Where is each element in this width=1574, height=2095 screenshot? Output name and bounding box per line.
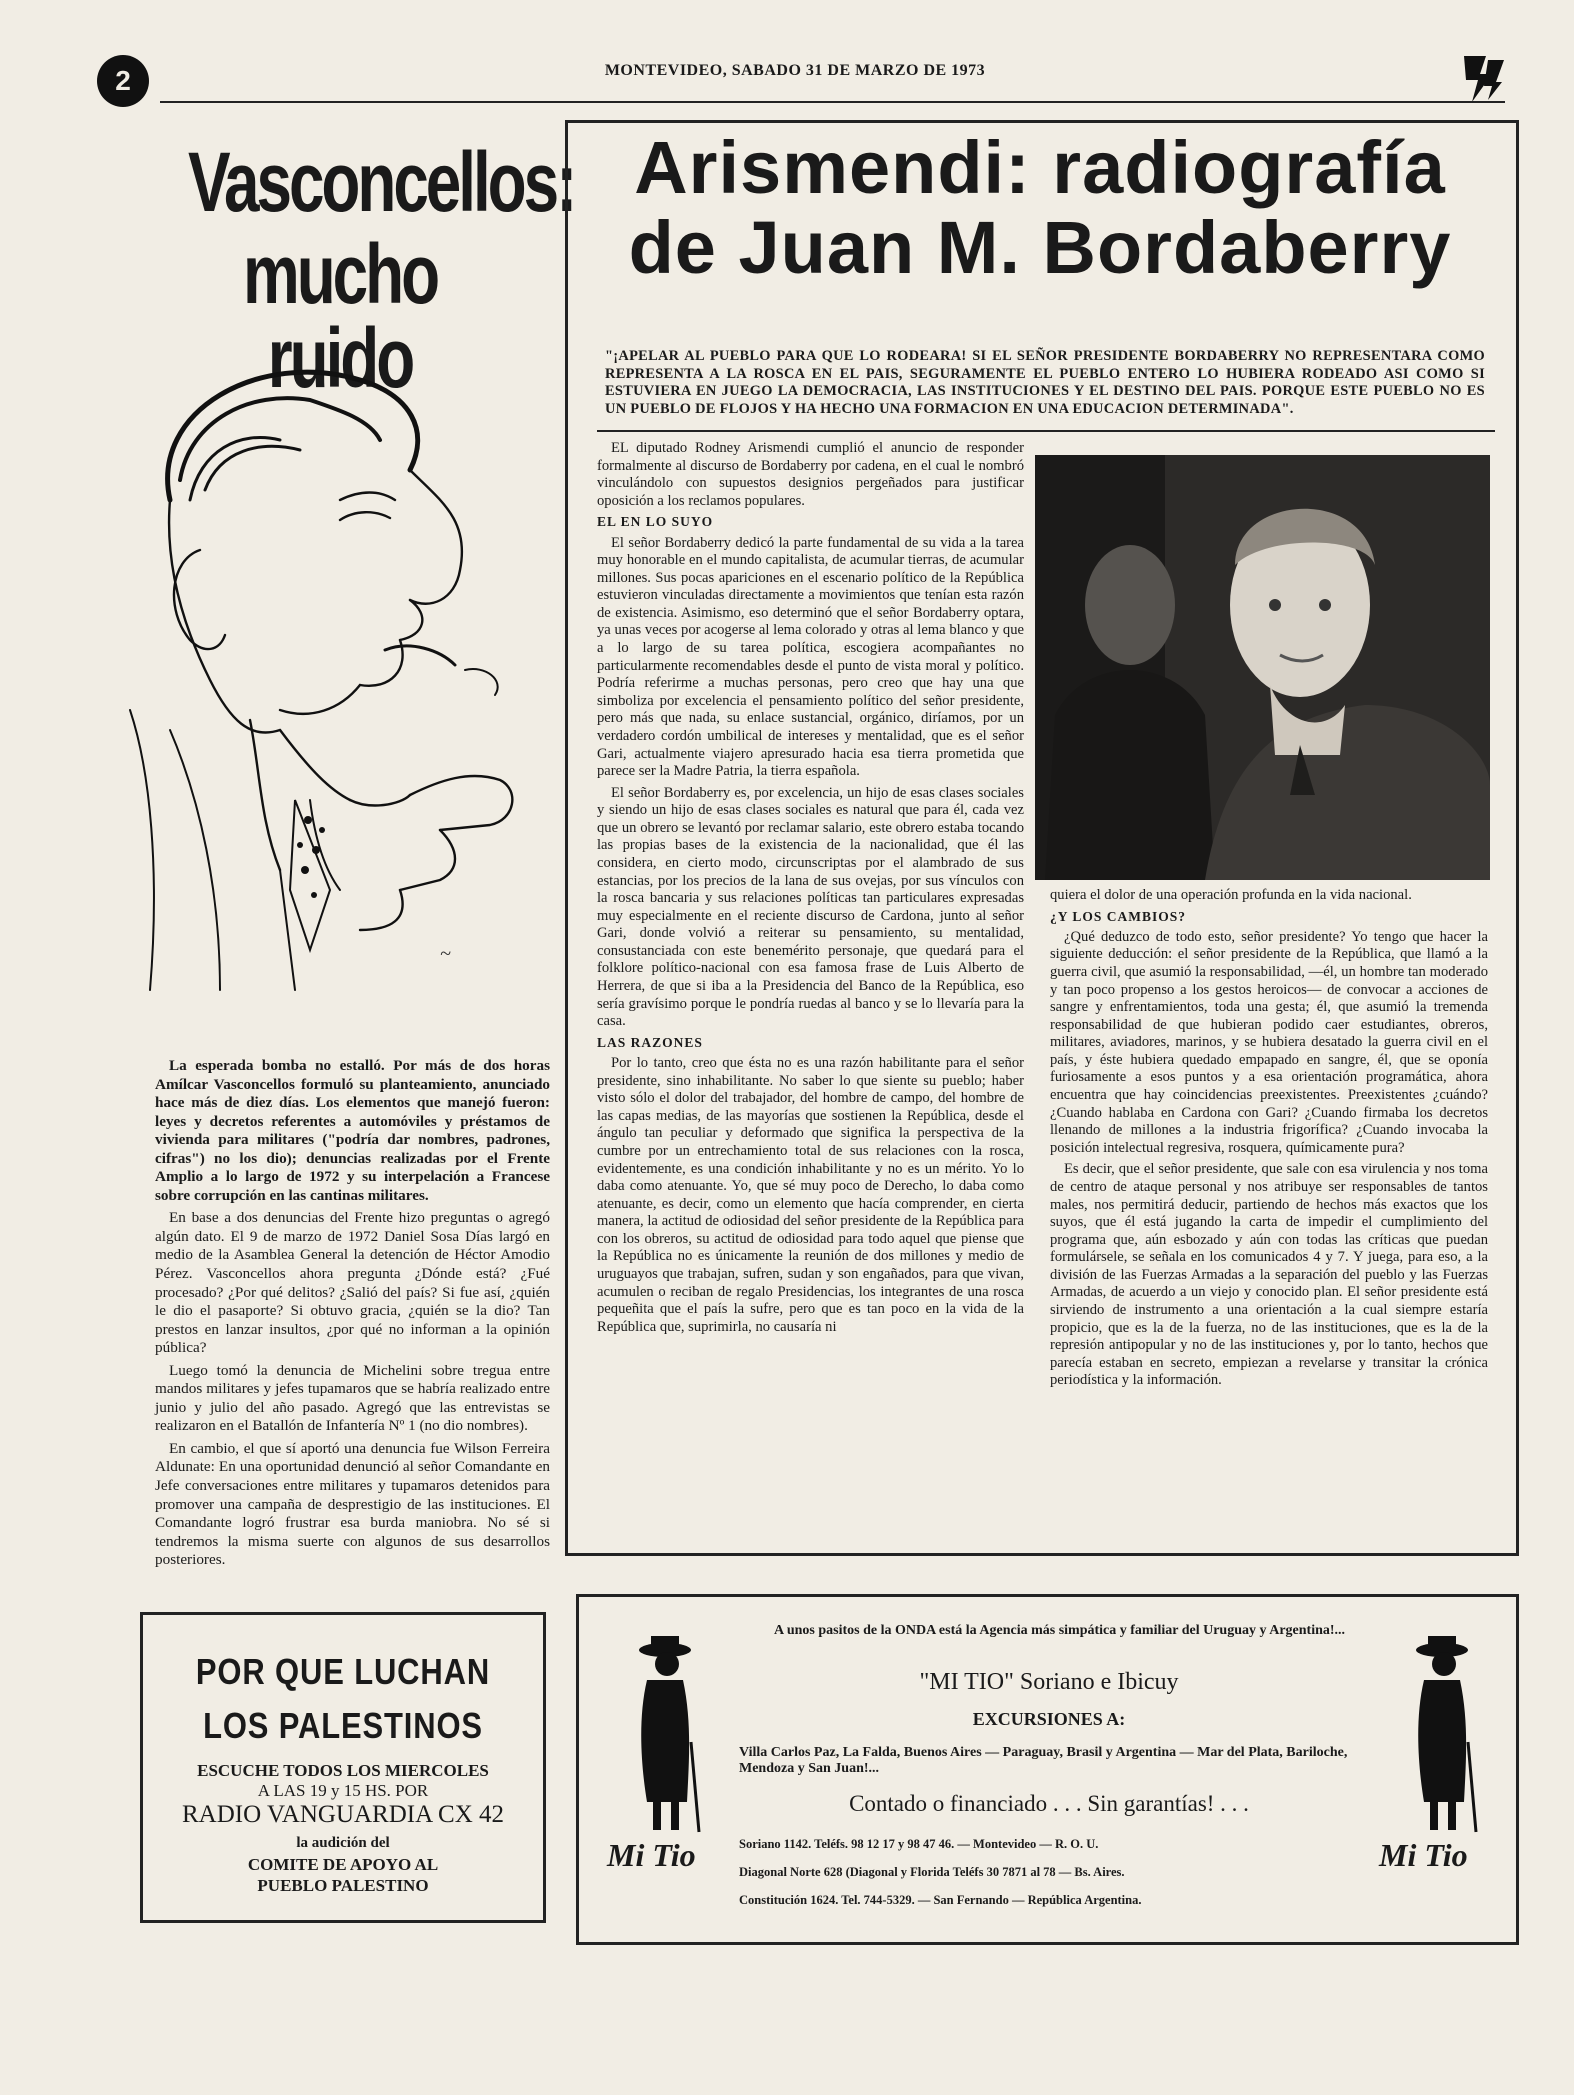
ad-address: Diagonal Norte 628 (Diagonal y Florida Teléfs 30 7871 al 78 — Bs. Aires. <box>739 1865 1125 1879</box>
old-man-icon <box>617 1632 712 1842</box>
body-paragraph: El señor Bordaberry dedicó la parte fundamental de su vida a la tarea muy honorable en el mundo capitalista, de acumular tierras, de acumular millones. Sus pocas apariciones en el escenario político de la República estuvieron vinculadas directamente a movimientos que tenían esta razón de existencia. Asimismo, eso determinó que el señor Bordaberry optara, ya unas veces por acogerse al lema colorado y otras al lema blanco y que a lo largo de su tarea política, escogiera acompañantes no particularmente recomendables desde el punto de vista moral y político. Podría referirme a muchas personas, pero creo que hay una que simboliza por excelencia el pensamiento político del señor presidente, pero más que nada, su enlace sustancial, orgánico, diríamos, por un verdadero cordón umbilical de intereses y mentalidad, que es el señor Gari, actualmente viajero apresurado hacia esa tierra prometida que parece ser la Madre Patria, la tierra española. <box>597 534 1024 780</box>
svg-text:~: ~ <box>440 943 451 965</box>
header-rule <box>160 101 1505 103</box>
ad-title-line2: LOS PALESTINOS <box>203 1705 483 1746</box>
masthead-logo-icon <box>1458 52 1506 104</box>
page-number: 2 <box>97 55 149 107</box>
ad-agency-name: "MI TIO" Soriano e Ibicuy <box>919 1669 1179 1695</box>
ad-line: COMITE DE APOYO AL <box>247 1855 439 1874</box>
ad-mi-tio <box>576 1594 1519 1945</box>
main-headline-line1: Arismendi: radiografía <box>634 126 1446 209</box>
main-headline-line2: de Juan M. Bordaberry <box>628 205 1452 289</box>
main-headline <box>580 128 1500 288</box>
mi-tio-logo-right: Mi Tio <box>1379 1837 1468 1873</box>
pull-quote: "¡APELAR AL PUEBLO PARA QUE LO RODEARA! SI EL SEÑOR PRESIDENTE BORDABERRY NO REPRESENTARA COMO REPRESENTA A LA ROSCA EN EL PAIS, SEGURAMENTE EL PUEBLO ENTERO LO HUBIERA RODEADO ASI COMO SI ESTUVIERA EN JUEGO LA DEMOCRACIA, LAS INSTITUCIONES Y EL DESTINO DEL PAIS. PORQUE ESTE PUEBLO NO ES UN PUEBLO DE FLOJOS Y HA HECHO UNA FORMACION EN UNA EDUCACION DETERMINADA". <box>605 348 1485 417</box>
ad-line: la audición del <box>296 1835 390 1851</box>
body-paragraph: Es decir, que el señor presidente, que sale con esa virulencia y nos toma de centro de ataque personal y nos atribuye ser responsables de tantos males, nos permitirá deducir, partiendo de hechos más exactos que los suyos, que él está jugando la carta de impedir el cumplimiento del programa que, aún esbozado y aún con todas las críticas que puedan formulársele, se señala en los comunicados 4 y 7. Y juega, para eso, a la división de las Fuerzas Armadas a la separación del pueblo y las Fuerzas Armadas, de acuerdo a un viejo y conocido plan. El señor presidente está sirviendo de instrumento a una orientación a la cual siempre estaría propicio, que es la de la fuerza, no de las instituciones, que es la de la represión antipopular y no de las instituciones y, por lo tanto, hechos que parecía estaban en secreto, empiezan a revelarse y transitar la crónica periodística y la información. <box>1050 1161 1488 1389</box>
bordaberry-photo <box>1035 455 1490 880</box>
dateline: MONTEVIDEO, SABADO 31 DE MARZO DE 1973 <box>604 62 986 79</box>
body-paragraph: Por lo tanto, creo que ésta no es una razón habilitante para el señor presidente, sino inhabilitante. No saber lo que siente su pueblo; haber visto sólo el dolor del trabajador, del hombre de campo, del hombre de las capas medias, de las mayorías que sostienen la República, desde el ángulo tan peculiar y deformado que significa la perspectiva de la cumbre por un entrechamiento total de sus relaciones con la rosca, evidentemente, es una condición inhabilitante y no es un mérito. Yo lo daba como atenuante. Yo, que sé muy poco de Derecho, lo daba como atenuante, es decir, como un elemento que hacía comprender, en cierta manera, la actitud de odiosidad del señor presidente de la República para con los obreros, su actitud de odiosidad para todo aquel que piense que la República no es únicamente la reunión de dos millones y medio de uruguayos que trabajan, sufren, sudan y son engañados, para que vivan, acumulen o reciban de regalo Presidencias, los integrantes de una rosca pequeñita que el país la sufre, pero que es tan poco en la vida de la República que, suprimirla, no causaría ni <box>597 1055 1024 1335</box>
left-paragraph: En cambio, el que sí aportó una denuncia fue Wilson Ferreira Aldunate: En una oportunidad denunció al señor Comandante en Jefe conversaciones entre militares y tupamaros detenidos para promover una campaña de desprestigio de las instituciones. El Comandante logró frustrar esa burda maniobra. No sé si tendremos la misma suerte con algunos de sus desarrollos posteriores. <box>155 1439 550 1569</box>
ad-address: Soriano 1142. Teléfs. 98 12 17 y 98 47 46. — Montevideo — R. O. U. <box>739 1837 1099 1851</box>
left-paragraph: Luego tomó la denuncia de Michelini sobre tregua entre mandos militares y jefes tupamaros que se habría realizado entre junio y julio del año pasado. Agregó que las entrevistas se realizaron en el Batallón de Infantería Nº 1 (no dio nombres). <box>155 1361 550 1435</box>
main-column-1 <box>597 440 1024 1340</box>
ad-payment: Contado o financiado . . . Sin garantías! . . . <box>849 1791 1249 1816</box>
caricature-illustration <box>110 350 560 1000</box>
quote-rule <box>597 430 1495 432</box>
left-article-body <box>155 1057 550 1574</box>
old-man-icon <box>1394 1632 1489 1842</box>
ad-destinations: Villa Carlos Paz, La Falda, Buenos Aires — Paraguay, Brasil y Argentina — Mar del Plata, Bariloche, Mendoza y San Juan!... <box>739 1745 1348 1776</box>
body-paragraph: El señor Bordaberry es, por excelencia, un hijo de esas clases sociales y siendo un hijo de esas clases sociales es natural que para él, cada vez que un obrero se levantó por reclamar salario, este obrero estaba tocando las propias bases de la existencia de la nacionalidad, que él las considera, en cierto modo, circunscriptas por el alambrado de sus estancias, por los precios de la lana de sus ovejas, por sus vínculos con la rosca bancaria y sus relaciones políticas tan particulares expresadas muy especialmente en el reciente discurso de Cardona, junto al señor Gari, donde volvió a reiterar su pensamiento, su mentalidad, consustanciada con este benemérito personaje, que quedará para el folklore político-nacional con esa famosa frase de Luis Alberto de Herrera, de que si iba a la Presidencia del Banco de la República, eso sería gravísimo porque le pondría ruedas al banco y se lo llevaría para la casa. <box>597 784 1024 1030</box>
body-paragraph: quiera el dolor de una operación profunda en la vida nacional. <box>1050 887 1412 903</box>
ad-palestinos-title <box>171 1645 515 1753</box>
subheading: LAS RAZONES <box>597 1034 703 1050</box>
ad-palestinos <box>140 1612 546 1923</box>
ad-title-line1: POR QUE LUCHAN <box>195 1651 491 1692</box>
body-paragraph: ¿Qué deduzco de todo esto, señor presidente? Yo tengo que hacer la siguiente deducción: el señor presidente de la República, que llamó a la guerra civil, que asumió la responsabilidad, —él, un hombre tan moderado y tan poco propenso a los gestos heroicos— de convocar a acciones de sangre y enfrentamientos, toda una gesta; él, que asumió la tremenda responsabilidad de que hubieran podido caer estudiantes, obreros, militares, aviadores, marinos, y se hubiera desatado la guerra civil en el país, y éste hubiera quedado empapado en sangre, él, que se oponía furiosamente a esos puntos y a esa orientación programática, ahora encuentra que hay coincidencias preexistentes. Preexistentes ¿cuándo? ¿Cuando hablaba en Cardona con Gari? ¿Cuando firmaba los decretos llenando de millones a la industria frigorífica? ¿Cuando invocaba la posición intelectual regresiva, rosquera, químicamente pura? <box>1050 928 1488 1156</box>
ad-intro: A unos pasitos de la ONDA está la Agencia más simpática y familiar del Uruguay y Argentina!... <box>774 1623 1346 1638</box>
left-paragraph: La esperada bomba no estalló. Por más de dos horas Amílcar Vasconcellos formuló su planteamiento, anunciado hace más de diez días. Los elementos que manejó fueron: leyes y decretos referentes a automóviles y préstamos de vivienda para militares ("podría dar nombres, padrones, cifras") no los dio); denuncias realizadas por el Frente Amplio a lo largo de 1972 y su interpelación a Francese sobre corrupción en las cantinas militares. <box>155 1057 550 1204</box>
left-headline-line2: mucho ruido <box>242 227 438 405</box>
ad-excursiones: EXCURSIONES A: <box>972 1709 1126 1729</box>
mi-tio-logo-left: Mi Tio <box>607 1837 696 1873</box>
left-headline-line1: Vasconcellos: <box>188 135 575 229</box>
intro-paragraph: EL diputado Rodney Arismendi cumplió el anuncio de responder formalmente al discurso de Bordaberry por cadena, en el cual le nombró vinculándolo con supuestos designios pergeñados para justificar oposición a los reclamos populares. <box>597 440 1024 509</box>
ad-line: A LAS 19 y 15 HS. POR <box>257 1781 429 1800</box>
ad-radio-name: RADIO VANGUARDIA CX 42 <box>181 1801 505 1828</box>
ad-line: ESCUCHE TODOS LOS MIERCOLES <box>197 1761 489 1780</box>
subheading: ¿Y LOS CAMBIOS? <box>1050 908 1187 924</box>
subheading: EL EN LO SUYO <box>597 514 714 530</box>
ad-line: PUEBLO PALESTINO <box>257 1876 429 1895</box>
left-paragraph: En base a dos denuncias del Frente hizo preguntas o agregó algún dato. El 9 de marzo de 1972 Daniel Sosa Días largó en medio de la Asamblea General la detención de Héctor Amodio Pérez. Vasconcellos ahora pregunta ¿Dónde está? ¿Fué procesado? ¿Por qué delitos? ¿Salió del país? Si fue así, ¿quién le dio el pasaporte? Si obtuvo gracia, ¿quién se la dio? Tan prestos en lanzar insultos, ¿por qué no informan a la opinión pública? <box>155 1209 550 1357</box>
ad-address: Constitución 1624. Tel. 744-5329. — San Fernando — República Argentina. <box>739 1893 1142 1907</box>
main-column-2 <box>1050 887 1488 1394</box>
